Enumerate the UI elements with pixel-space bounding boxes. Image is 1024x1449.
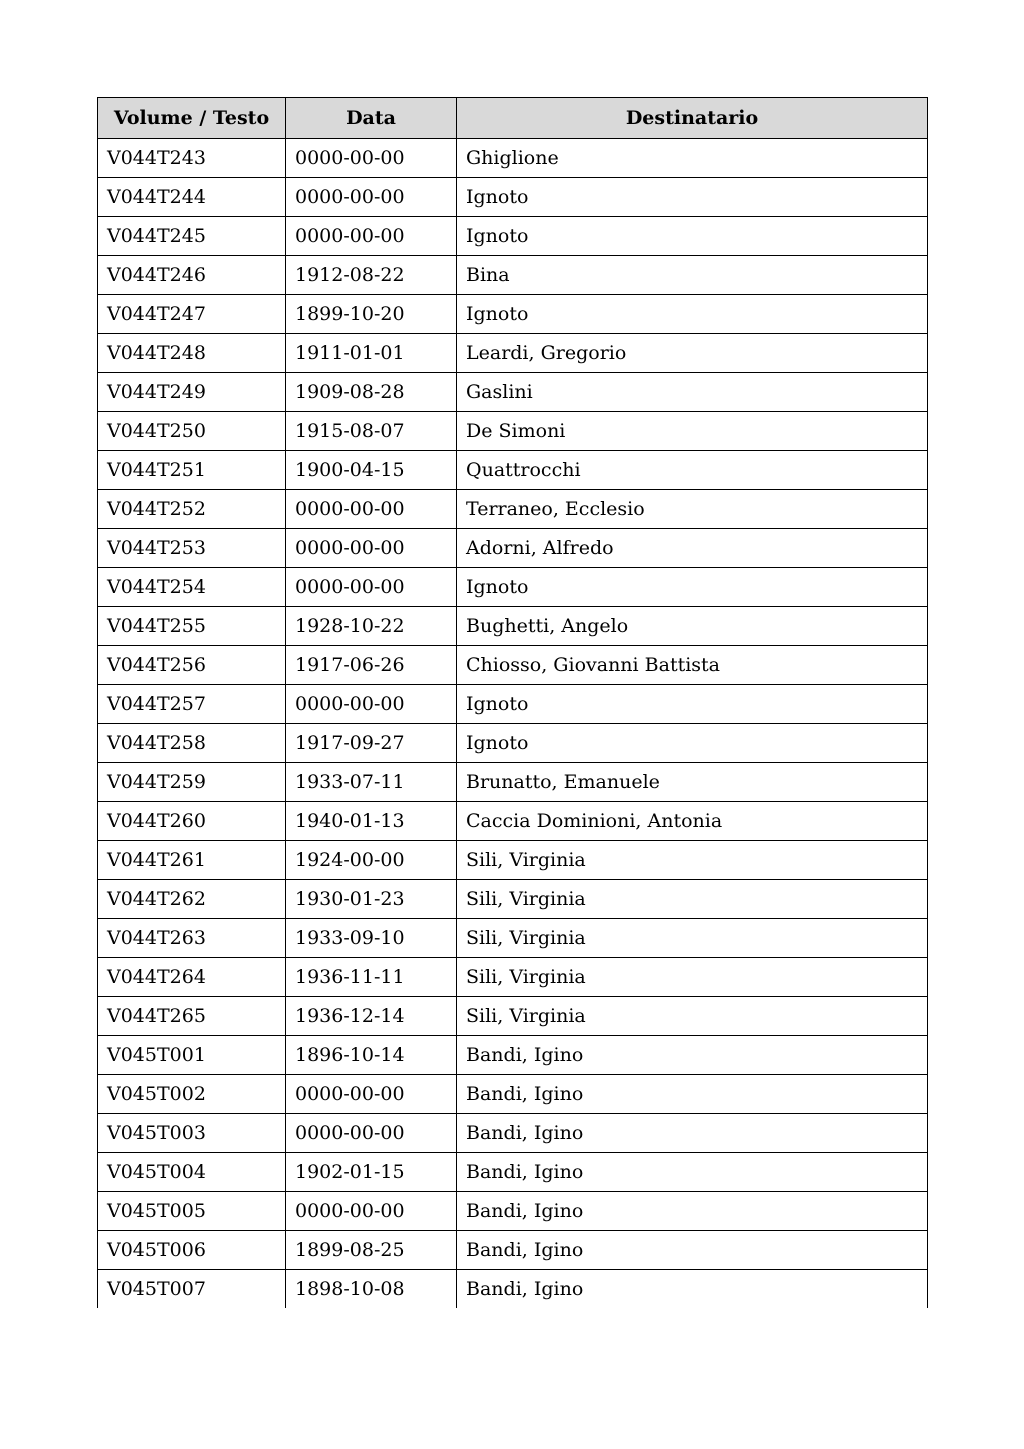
cell-data: 1900-04-15 bbox=[286, 451, 457, 490]
table-row bbox=[98, 1192, 928, 1231]
table-row bbox=[98, 256, 928, 295]
cell-destinatario: Sili, Virginia bbox=[457, 958, 928, 997]
cell-destinatario: Ignoto bbox=[457, 217, 928, 256]
cell-data: 0000-00-00 bbox=[286, 529, 457, 568]
table-header-row bbox=[98, 98, 928, 139]
table-row bbox=[98, 997, 928, 1036]
header-volume-testo: Volume / Testo bbox=[98, 98, 286, 139]
cell-destinatario: De Simoni bbox=[457, 412, 928, 451]
table-row bbox=[98, 373, 928, 412]
table-row bbox=[98, 607, 928, 646]
cell-data: 1899-10-20 bbox=[286, 295, 457, 334]
table-row bbox=[98, 1270, 928, 1309]
cell-volume-testo: V045T006 bbox=[98, 1231, 286, 1270]
cell-destinatario: Leardi, Gregorio bbox=[457, 334, 928, 373]
table-row bbox=[98, 919, 928, 958]
cell-volume-testo: V044T265 bbox=[98, 997, 286, 1036]
cell-destinatario: Bandi, Igino bbox=[457, 1036, 928, 1075]
cell-data: 1899-08-25 bbox=[286, 1231, 457, 1270]
cell-destinatario: Sili, Virginia bbox=[457, 919, 928, 958]
cell-volume-testo: V044T243 bbox=[98, 139, 286, 178]
cell-data: 1915-08-07 bbox=[286, 412, 457, 451]
cell-volume-testo: V044T257 bbox=[98, 685, 286, 724]
cell-volume-testo: V045T003 bbox=[98, 1114, 286, 1153]
records-table bbox=[97, 97, 928, 1308]
cell-destinatario: Adorni, Alfredo bbox=[457, 529, 928, 568]
cell-destinatario: Bandi, Igino bbox=[457, 1231, 928, 1270]
cell-data: 1936-12-14 bbox=[286, 997, 457, 1036]
cell-volume-testo: V044T259 bbox=[98, 763, 286, 802]
cell-destinatario: Terraneo, Ecclesio bbox=[457, 490, 928, 529]
cell-destinatario: Ghiglione bbox=[457, 139, 928, 178]
cell-destinatario: Gaslini bbox=[457, 373, 928, 412]
cell-data: 0000-00-00 bbox=[286, 139, 457, 178]
cell-data: 1930-01-23 bbox=[286, 880, 457, 919]
cell-destinatario: Ignoto bbox=[457, 685, 928, 724]
table-row bbox=[98, 1075, 928, 1114]
cell-volume-testo: V044T245 bbox=[98, 217, 286, 256]
cell-volume-testo: V044T255 bbox=[98, 607, 286, 646]
cell-data: 1936-11-11 bbox=[286, 958, 457, 997]
table-body bbox=[98, 139, 928, 1309]
cell-data: 0000-00-00 bbox=[286, 1192, 457, 1231]
cell-volume-testo: V044T253 bbox=[98, 529, 286, 568]
cell-destinatario: Sili, Virginia bbox=[457, 880, 928, 919]
cell-destinatario: Quattrocchi bbox=[457, 451, 928, 490]
cell-data: 1902-01-15 bbox=[286, 1153, 457, 1192]
cell-data: 1911-01-01 bbox=[286, 334, 457, 373]
cell-data: 0000-00-00 bbox=[286, 685, 457, 724]
cell-volume-testo: V044T258 bbox=[98, 724, 286, 763]
cell-data: 1928-10-22 bbox=[286, 607, 457, 646]
table-row bbox=[98, 334, 928, 373]
cell-data: 1896-10-14 bbox=[286, 1036, 457, 1075]
table-row bbox=[98, 139, 928, 178]
cell-data: 0000-00-00 bbox=[286, 217, 457, 256]
cell-data: 1940-01-13 bbox=[286, 802, 457, 841]
cell-volume-testo: V044T263 bbox=[98, 919, 286, 958]
table-row bbox=[98, 841, 928, 880]
cell-destinatario: Ignoto bbox=[457, 178, 928, 217]
table-row bbox=[98, 1114, 928, 1153]
cell-volume-testo: V045T005 bbox=[98, 1192, 286, 1231]
cell-destinatario: Ignoto bbox=[457, 568, 928, 607]
table-row bbox=[98, 412, 928, 451]
cell-volume-testo: V045T007 bbox=[98, 1270, 286, 1309]
cell-volume-testo: V044T244 bbox=[98, 178, 286, 217]
table-row bbox=[98, 802, 928, 841]
table-row bbox=[98, 1231, 928, 1270]
table-row bbox=[98, 1153, 928, 1192]
cell-destinatario: Bughetti, Angelo bbox=[457, 607, 928, 646]
table-row bbox=[98, 217, 928, 256]
cell-volume-testo: V045T004 bbox=[98, 1153, 286, 1192]
table-row bbox=[98, 178, 928, 217]
cell-volume-testo: V044T250 bbox=[98, 412, 286, 451]
header-data: Data bbox=[286, 98, 457, 139]
table-row bbox=[98, 295, 928, 334]
cell-volume-testo: V044T249 bbox=[98, 373, 286, 412]
cell-data: 0000-00-00 bbox=[286, 1075, 457, 1114]
cell-data: 0000-00-00 bbox=[286, 1114, 457, 1153]
cell-volume-testo: V045T002 bbox=[98, 1075, 286, 1114]
cell-destinatario: Brunatto, Emanuele bbox=[457, 763, 928, 802]
cell-data: 1917-09-27 bbox=[286, 724, 457, 763]
cell-destinatario: Bandi, Igino bbox=[457, 1114, 928, 1153]
cell-volume-testo: V045T001 bbox=[98, 1036, 286, 1075]
cell-data: 1909-08-28 bbox=[286, 373, 457, 412]
cell-data: 1933-07-11 bbox=[286, 763, 457, 802]
cell-destinatario: Bandi, Igino bbox=[457, 1270, 928, 1309]
cell-volume-testo: V044T247 bbox=[98, 295, 286, 334]
cell-destinatario: Caccia Dominioni, Antonia bbox=[457, 802, 928, 841]
cell-volume-testo: V044T248 bbox=[98, 334, 286, 373]
cell-data: 1924-00-00 bbox=[286, 841, 457, 880]
cell-data: 0000-00-00 bbox=[286, 568, 457, 607]
cell-volume-testo: V044T262 bbox=[98, 880, 286, 919]
cell-data: 1917-06-26 bbox=[286, 646, 457, 685]
table-row bbox=[98, 529, 928, 568]
table-row bbox=[98, 685, 928, 724]
cell-volume-testo: V044T254 bbox=[98, 568, 286, 607]
cell-data: 1912-08-22 bbox=[286, 256, 457, 295]
cell-data: 0000-00-00 bbox=[286, 490, 457, 529]
table-row bbox=[98, 724, 928, 763]
cell-destinatario: Ignoto bbox=[457, 724, 928, 763]
cell-data: 1898-10-08 bbox=[286, 1270, 457, 1309]
table-row bbox=[98, 490, 928, 529]
cell-volume-testo: V044T251 bbox=[98, 451, 286, 490]
cell-destinatario: Bandi, Igino bbox=[457, 1075, 928, 1114]
table-row bbox=[98, 568, 928, 607]
cell-destinatario: Bina bbox=[457, 256, 928, 295]
table-row bbox=[98, 1036, 928, 1075]
cell-destinatario: Ignoto bbox=[457, 295, 928, 334]
table-row bbox=[98, 646, 928, 685]
table-row bbox=[98, 451, 928, 490]
cell-data: 0000-00-00 bbox=[286, 178, 457, 217]
table-row bbox=[98, 958, 928, 997]
cell-volume-testo: V044T252 bbox=[98, 490, 286, 529]
cell-volume-testo: V044T260 bbox=[98, 802, 286, 841]
table-row bbox=[98, 880, 928, 919]
cell-destinatario: Sili, Virginia bbox=[457, 997, 928, 1036]
table-row bbox=[98, 763, 928, 802]
cell-volume-testo: V044T264 bbox=[98, 958, 286, 997]
cell-volume-testo: V044T261 bbox=[98, 841, 286, 880]
header-destinatario: Destinatario bbox=[457, 98, 928, 139]
cell-destinatario: Bandi, Igino bbox=[457, 1153, 928, 1192]
cell-volume-testo: V044T246 bbox=[98, 256, 286, 295]
cell-data: 1933-09-10 bbox=[286, 919, 457, 958]
cell-volume-testo: V044T256 bbox=[98, 646, 286, 685]
cell-destinatario: Sili, Virginia bbox=[457, 841, 928, 880]
cell-destinatario: Chiosso, Giovanni Battista bbox=[457, 646, 928, 685]
cell-destinatario: Bandi, Igino bbox=[457, 1192, 928, 1231]
